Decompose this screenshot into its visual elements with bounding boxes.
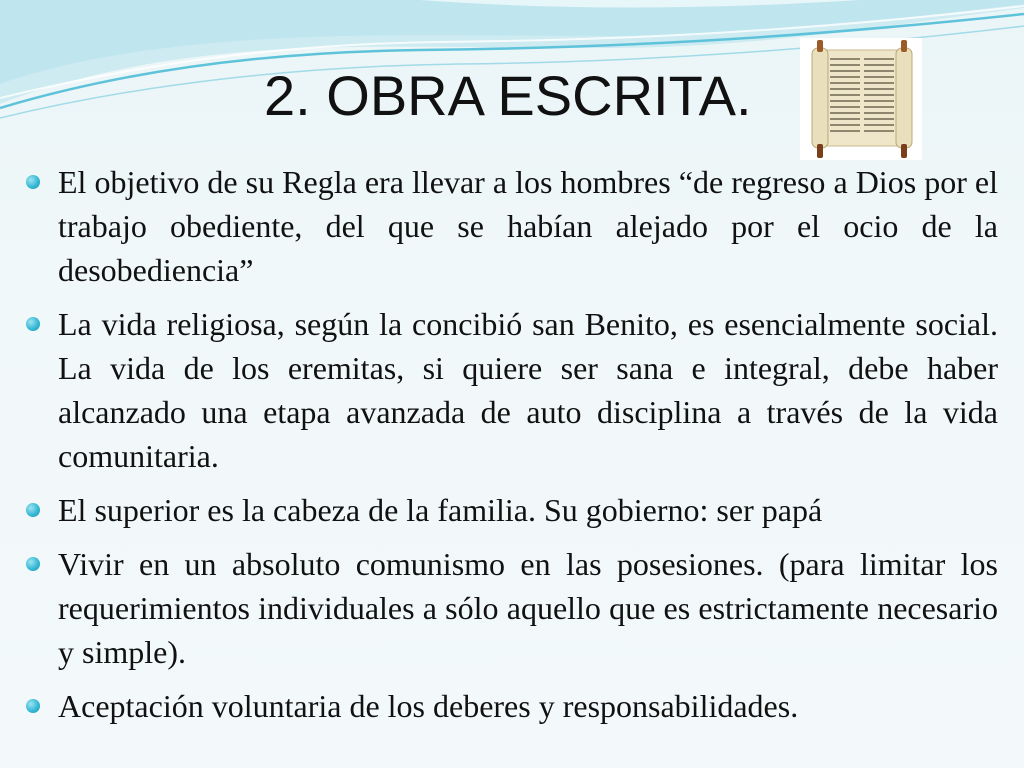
bullet-text: El objetivo de su Regla era llevar a los hombres “de regreso a Dios por el trabajo obediente, del que se habían alejado por el ocio de la desobediencia”	[58, 164, 998, 288]
bullet-icon	[26, 699, 40, 713]
bullet-text: Vivir en un absoluto comunismo en las posesiones. (para limitar los requerimientos individuales a sólo aquello que es estrictamente necesario y simple).	[58, 546, 998, 670]
bullet-item	[24, 160, 998, 292]
bullet-icon	[26, 557, 40, 571]
bullet-icon	[26, 317, 40, 331]
bullet-text: La vida religiosa, según la concibió san Benito, es esencialmente social. La vida de los eremitas, si quiere ser sana e integral, debe haber alcanzado una etapa avanzada de auto disciplina a través de la vida comunitaria.	[58, 306, 998, 474]
bullet-text: El superior es la cabeza de la familia. Su gobierno: ser papá	[58, 492, 823, 528]
bullet-icon	[26, 175, 40, 189]
bullet-text: Aceptación voluntaria de los deberes y responsabilidades.	[58, 688, 799, 724]
bullet-item	[24, 488, 998, 532]
bullet-item	[24, 684, 998, 728]
slide-title: 2. OBRA ESCRITA.	[264, 64, 752, 127]
bullet-item	[24, 302, 998, 478]
bullet-list	[24, 160, 998, 738]
torah-scroll-icon	[800, 38, 922, 160]
bullet-item	[24, 542, 998, 674]
bullet-icon	[26, 503, 40, 517]
